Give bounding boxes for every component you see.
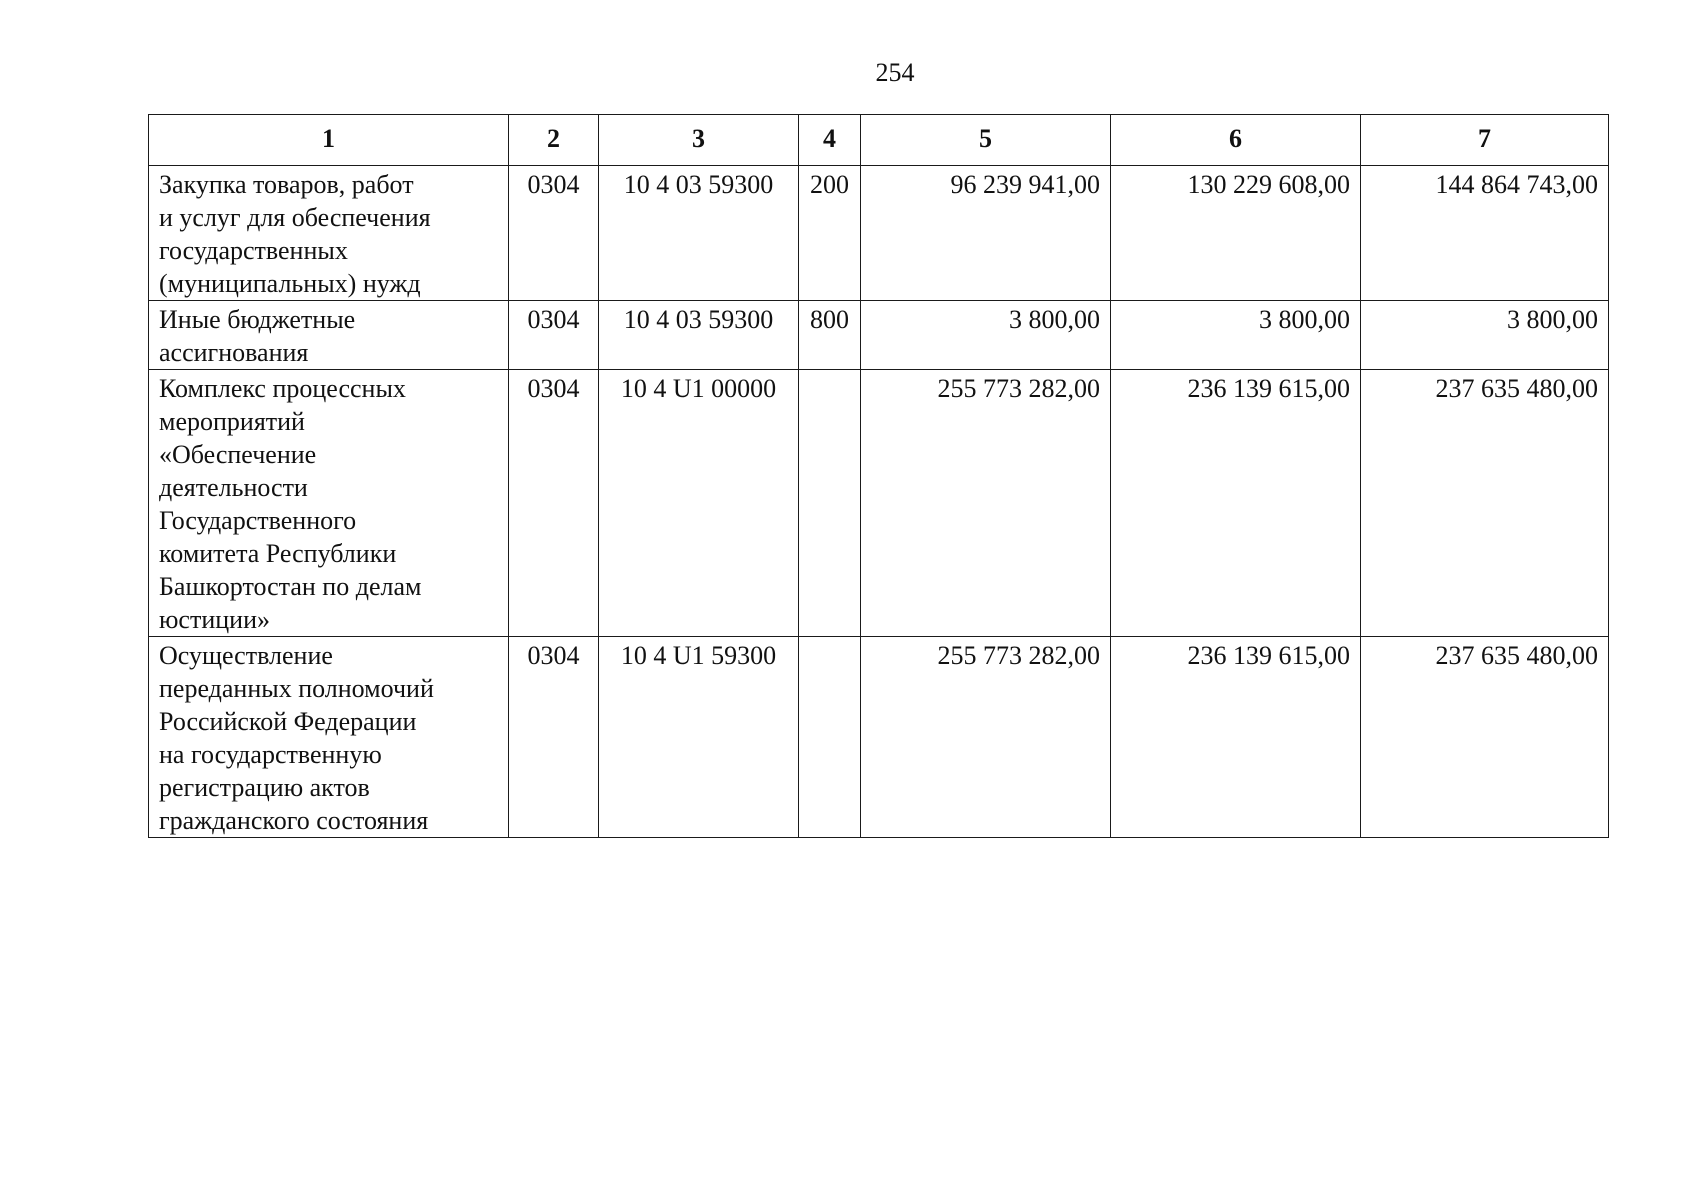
row-name-line: Башкортостан по делам bbox=[159, 572, 422, 601]
section-code-cell: 0304 bbox=[509, 301, 599, 370]
row-name-line: регистрацию актов bbox=[159, 773, 370, 802]
header-row bbox=[149, 115, 1609, 166]
row-name-line: Иные бюджетные bbox=[159, 305, 356, 334]
column-header-1: 1 bbox=[149, 115, 509, 166]
row-name-line: Государственного bbox=[159, 506, 357, 535]
table-row bbox=[149, 166, 1609, 301]
table-row bbox=[149, 370, 1609, 637]
section-code-cell: 0304 bbox=[509, 637, 599, 838]
target-code-cell: 10 4 U1 00000 bbox=[599, 370, 799, 637]
column-header-7: 7 bbox=[1361, 115, 1609, 166]
column-header-6: 6 bbox=[1111, 115, 1361, 166]
row-name-line: переданных полномочий bbox=[159, 674, 434, 703]
amount-col5-cell: 255 773 282,00 bbox=[861, 637, 1111, 838]
row-name-line: Комплекс процессных bbox=[159, 374, 406, 403]
target-code-cell: 10 4 03 59300 bbox=[599, 166, 799, 301]
amount-col5-cell: 255 773 282,00 bbox=[861, 370, 1111, 637]
expense-type-cell bbox=[799, 370, 861, 637]
target-code-cell: 10 4 U1 59300 bbox=[599, 637, 799, 838]
row-name-line: гражданского состояния bbox=[159, 806, 429, 835]
amount-col7-cell: 144 864 743,00 bbox=[1361, 166, 1609, 301]
row-name-line: на государственную bbox=[159, 740, 382, 769]
row-name-cell bbox=[149, 370, 509, 637]
row-name-cell bbox=[149, 637, 509, 838]
row-name-cell bbox=[149, 166, 509, 301]
expense-type-cell bbox=[799, 637, 861, 838]
table-row bbox=[149, 301, 1609, 370]
row-name-line: комитета Республики bbox=[159, 539, 397, 568]
row-name-cell bbox=[149, 301, 509, 370]
amount-col6-cell: 236 139 615,00 bbox=[1111, 370, 1361, 637]
page-number: 254 bbox=[875, 58, 915, 87]
row-name-line: (муниципальных) нужд bbox=[159, 269, 421, 298]
amount-col7-cell: 3 800,00 bbox=[1361, 301, 1609, 370]
expense-type-cell: 200 bbox=[799, 166, 861, 301]
section-code-cell: 0304 bbox=[509, 166, 599, 301]
table-row bbox=[149, 637, 1609, 838]
row-name-line: Российской Федерации bbox=[159, 707, 417, 736]
expense-type-cell: 800 bbox=[799, 301, 861, 370]
amount-col7-cell: 237 635 480,00 bbox=[1361, 637, 1609, 838]
section-code-cell: 0304 bbox=[509, 370, 599, 637]
column-header-4: 4 bbox=[799, 115, 861, 166]
row-name-line: Закупка товаров, работ bbox=[159, 170, 414, 199]
row-name-line: ассигнования bbox=[159, 338, 309, 367]
column-header-2: 2 bbox=[509, 115, 599, 166]
column-header-5: 5 bbox=[861, 115, 1111, 166]
row-name-line: мероприятий bbox=[159, 407, 305, 436]
column-header-3: 3 bbox=[599, 115, 799, 166]
amount-col5-cell: 3 800,00 bbox=[861, 301, 1111, 370]
row-name-line: Осуществление bbox=[159, 641, 333, 670]
row-name-line: и услуг для обеспечения bbox=[159, 203, 431, 232]
row-name-line: юстиции» bbox=[159, 605, 270, 634]
target-code-cell: 10 4 03 59300 bbox=[599, 301, 799, 370]
row-name-line: деятельности bbox=[159, 473, 308, 502]
amount-col6-cell: 236 139 615,00 bbox=[1111, 637, 1361, 838]
amount-col7-cell: 237 635 480,00 bbox=[1361, 370, 1609, 637]
amount-col6-cell: 130 229 608,00 bbox=[1111, 166, 1361, 301]
row-name-line: «Обеспечение bbox=[159, 440, 317, 469]
amount-col5-cell: 96 239 941,00 bbox=[861, 166, 1111, 301]
row-name-line: государственных bbox=[159, 236, 348, 265]
amount-col6-cell: 3 800,00 bbox=[1111, 301, 1361, 370]
budget-table bbox=[148, 114, 1609, 838]
